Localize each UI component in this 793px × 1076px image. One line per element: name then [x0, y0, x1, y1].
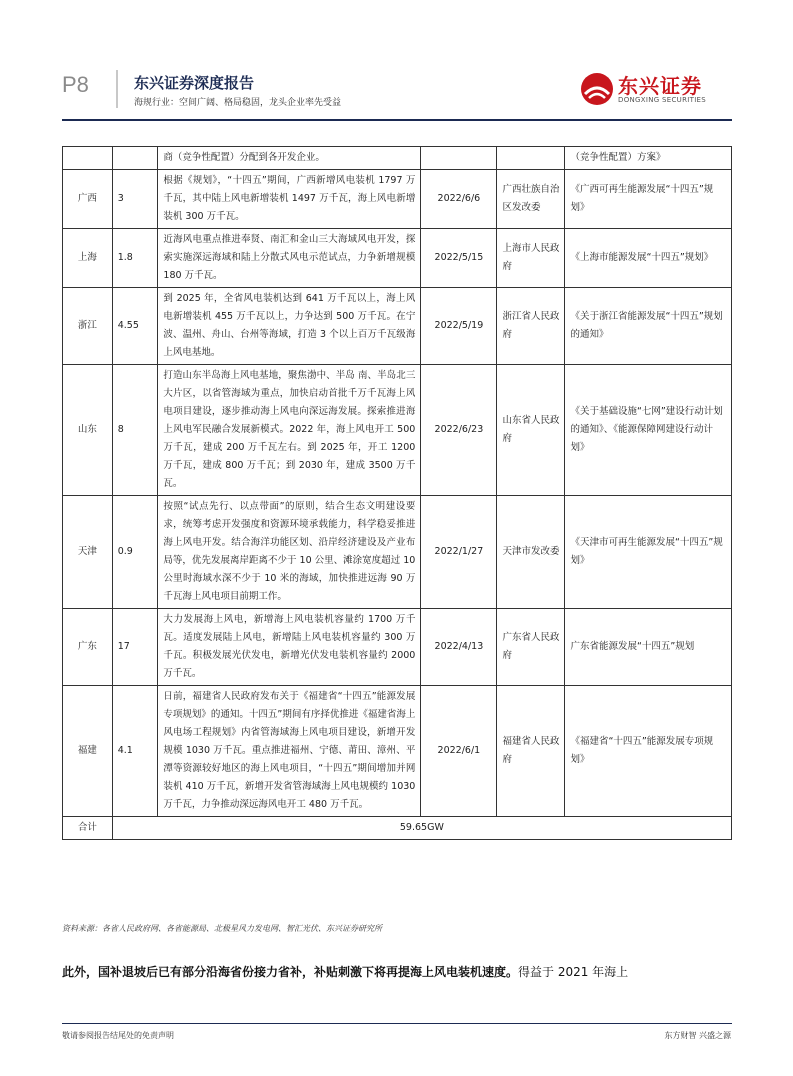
table-row: [63, 288, 732, 365]
table-row: [63, 686, 732, 817]
table-cell: 福建省人民政府: [497, 686, 565, 817]
table-cell: 按照“试点先行、以点带面”的原则，结合生态文明建设要求，统筹考虑开发强度和资源环境承载能力，科学稳妥推进海上风电开发。结合海洋功能区划、沿岸经济建设及产业布局等，优先发展离岸距离不少于 10 公里、滩涂宽度超过 10 公里时海域水深不少于 10 米的海域，加快推进远海 90 万千瓦海上风电项目前期工作。: [158, 496, 421, 609]
table-cell: 《关于浙江省能源发展“十四五”规划的通知》: [565, 288, 732, 365]
table-cell: 8: [112, 365, 158, 496]
table-row: [63, 170, 732, 229]
table-cell: 广东省能源发展“十四五”规划: [565, 609, 732, 686]
logo-cn-text: 东兴证券: [618, 74, 702, 98]
table-total-row: [63, 817, 732, 840]
logo-en-text: DONGXING SECURITIES: [618, 96, 707, 104]
total-value: 59.65GW: [112, 817, 731, 840]
logo-mark-icon: [580, 72, 614, 106]
table-cell: 2022/6/23: [421, 365, 497, 496]
table-cell: 天津市发改委: [497, 496, 565, 609]
page-number: P8: [62, 72, 89, 97]
table-cell: [421, 147, 497, 170]
table-cell: 上海: [63, 229, 113, 288]
table-cell: 2022/1/27: [421, 496, 497, 609]
table-row: [63, 229, 732, 288]
table-cell: 商（竞争性配置）分配到各开发企业。: [158, 147, 421, 170]
table-cell: 浙江省人民政府: [497, 288, 565, 365]
table-cell: 《广西可再生能源发展“十四五”规划》: [565, 170, 732, 229]
policy-table: [62, 146, 732, 840]
table-cell: 广西壮族自治区发改委: [497, 170, 565, 229]
table-cell: 《福建省“十四五”能源发展专项规划》: [565, 686, 732, 817]
table-row: [63, 609, 732, 686]
table-cell: 上海市人民政府: [497, 229, 565, 288]
table-cell: 天津: [63, 496, 113, 609]
table-cell: 1.8: [112, 229, 158, 288]
table-row: [63, 147, 732, 170]
table-cell: [497, 147, 565, 170]
table-cell: （竞争性配置）方案》: [565, 147, 732, 170]
table-cell: 2022/6/6: [421, 170, 497, 229]
table-cell: 3: [112, 170, 158, 229]
table-cell: 2022/5/15: [421, 229, 497, 288]
table-cell: 广西: [63, 170, 113, 229]
table-row: [63, 496, 732, 609]
table-row: [63, 365, 732, 496]
paragraph-bold: 此外，国补退坡后已有部分沿海省份接力省补，补贴刺激下将再提海上风电装机速度。: [62, 965, 519, 979]
page-header: [62, 66, 732, 116]
table-cell: 山东: [63, 365, 113, 496]
header-divider: [116, 70, 118, 108]
table-cell: 大力发展海上风电，新增海上风电装机容量约 1700 万千瓦。适度发展陆上风电，新增陆上风电装机容量约 300 万千瓦。积极发展光伏发电，新增光伏发电装机容量约 2000 万千瓦。: [158, 609, 421, 686]
table-cell: 福建: [63, 686, 113, 817]
table-cell: 近海风电重点推进奉贤、南汇和金山三大海域风电开发，探索实施深远海域和陆上分散式风电示范试点，力争新增规模 180 万千瓦。: [158, 229, 421, 288]
brand-logo: [578, 70, 728, 110]
footer-rule: [62, 1023, 732, 1024]
footer-slogan: 东方财智 兴盛之源: [664, 1031, 731, 1040]
header-rule: [62, 119, 732, 121]
table-cell: 0.9: [112, 496, 158, 609]
table-cell: 2022/6/1: [421, 686, 497, 817]
table-cell: 4.55: [112, 288, 158, 365]
table-cell: 广东: [63, 609, 113, 686]
table-cell: [112, 147, 158, 170]
table-cell: 17: [112, 609, 158, 686]
source-note: 资料来源：各省人民政府网、各省能源局、北极星风力发电网、智汇光伏、东兴证券研究所: [62, 924, 382, 933]
table-cell: [63, 147, 113, 170]
paragraph-text: 得益于 2021 年海上: [518, 965, 629, 979]
report-title: 东兴证券深度报告: [134, 74, 255, 92]
table-cell: 《天津市可再生能源发展“十四五”规划》: [565, 496, 732, 609]
table-cell: 2022/5/19: [421, 288, 497, 365]
footer-disclaimer: 敬请参阅报告结尾处的免责声明: [62, 1031, 174, 1040]
table-cell: 广东省人民政府: [497, 609, 565, 686]
table-cell: 4.1: [112, 686, 158, 817]
table-cell: 山东省人民政府: [497, 365, 565, 496]
table-cell: 浙江: [63, 288, 113, 365]
body-paragraph: [62, 963, 732, 980]
table-cell: 打造山东半岛海上风电基地，聚焦渤中、半岛 南、半岛北三大片区，以省管海域为重点，加快启动首批千万千瓦海上风电项目建设，逐步推动海上风电向深远海发展。探索推进海上风电军民融合发展新模式。2022 年，海上风电开工 500 万千瓦，建成 200 万千瓦左右。到 2025 年，开工 1200 万千瓦，建成 800 万千瓦；到 2030 年，建成 3500 万千瓦。: [158, 365, 421, 496]
total-label: 合计: [63, 817, 113, 840]
table-cell: 根据《规划》，“十四五”期间，广西新增风电装机 1797 万千瓦，其中陆上风电新增装机 1497 万千瓦，海上风电新增装机 300 万千瓦。: [158, 170, 421, 229]
table-cell: 《关于基础设施“七网”建设行动计划的通知》、《能源保障网建设行动计划》: [565, 365, 732, 496]
table-cell: 2022/4/13: [421, 609, 497, 686]
table-cell: 日前，福建省人民政府发布关于《福建省“十四五”能源发展专项规划》的通知。十四五”期间有序择优推进《福建省海上风电场工程规划》内省管海域海上风电项目建设，新增开发规模 1030 万千瓦。重点推进福州、宁德、莆田、漳州、平潭等资源较好地区的海上风电项目，“十四五”期间增加并网装机 410 万千瓦，新增开发省管海域海上风电规模约 1030 万千瓦，力争推动深远海风电开工 480 万千瓦。: [158, 686, 421, 817]
report-subtitle: 海规行业：空间广阔、格局稳固，龙头企业率先受益: [134, 98, 342, 108]
table-cell: 《上海市能源发展“十四五”规划》: [565, 229, 732, 288]
table-cell: 到 2025 年，全省风电装机达到 641 万千瓦以上，海上风电新增装机 455 万千瓦以上，力争达到 500 万千瓦。在宁波、温州、舟山、台州等海域，打造 3 个以上百万千瓦级海上风电基地。: [158, 288, 421, 365]
